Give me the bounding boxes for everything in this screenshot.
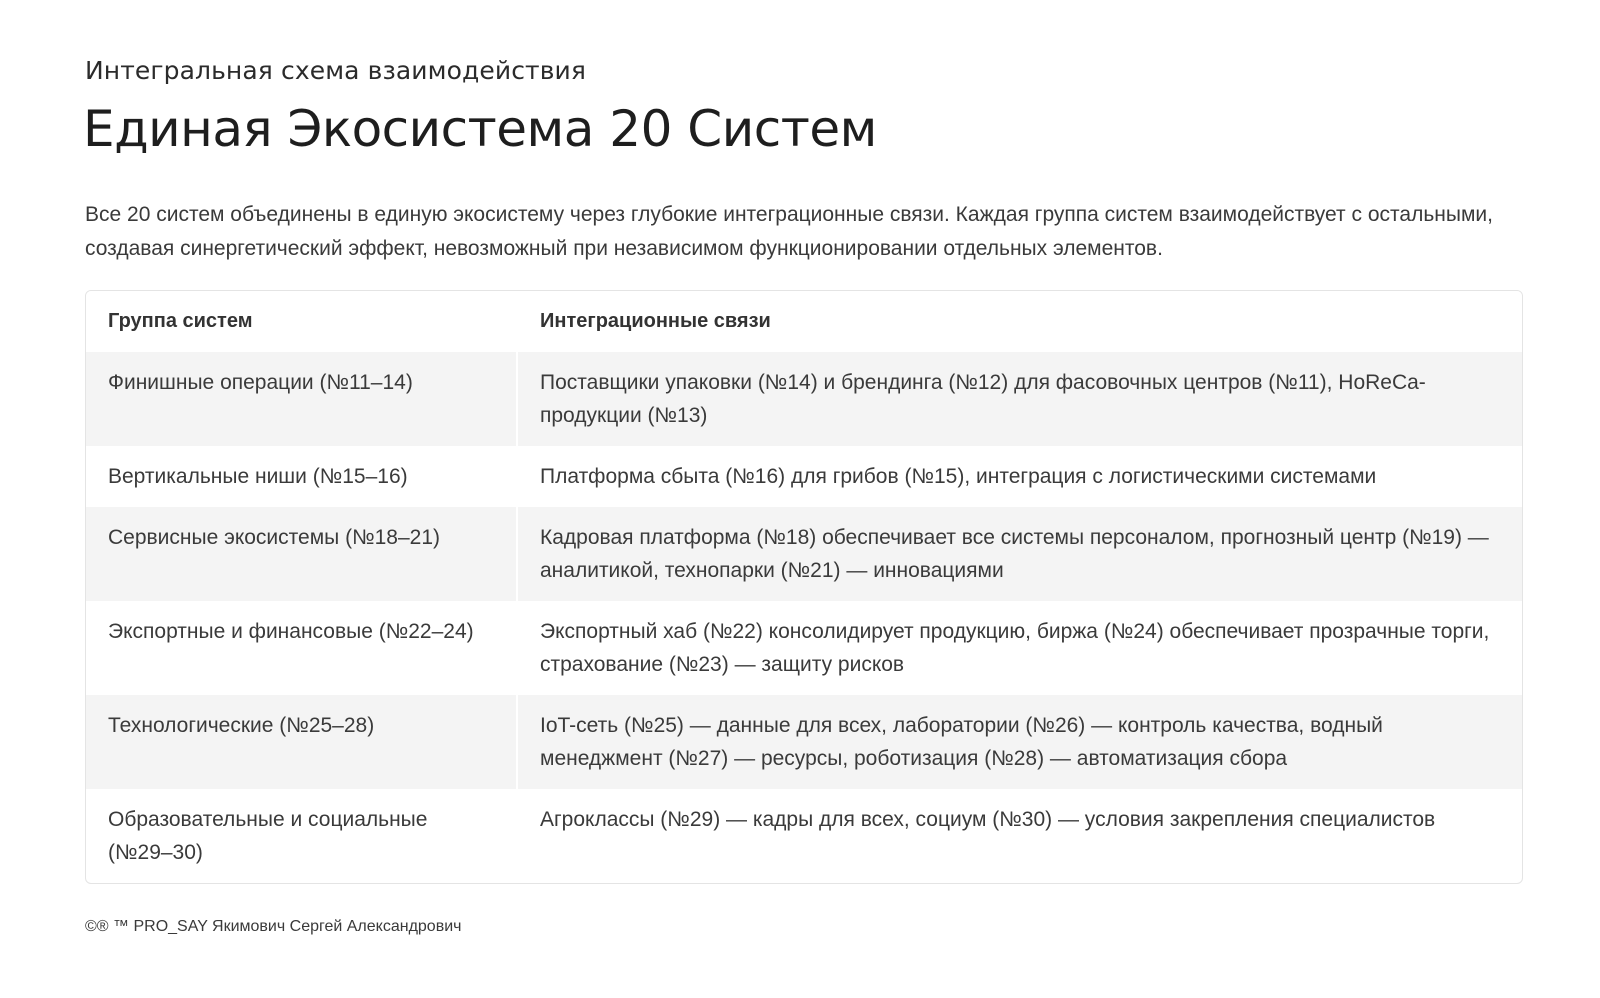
page-subtitle: Интегральная схема взаимодействия xyxy=(85,56,587,85)
copyright-footer: ©® ™ PRO_SAY Якимович Сергей Александрович xyxy=(85,918,462,935)
column-header-links: Интеграционные связи xyxy=(518,291,1522,352)
table-row xyxy=(86,601,1522,695)
group-cell: Сервисные экосистемы (№18–21) xyxy=(86,507,518,601)
table-row xyxy=(86,789,1522,883)
links-cell: IoT-сеть (№25) — данные для всех, лаборатории (№26) — контроль качества, водный менеджмент (№27) — ресурсы, роботизация (№28) — автоматизация сбора xyxy=(518,695,1522,789)
integration-table xyxy=(85,290,1523,884)
links-cell: Агроклассы (№29) — кадры для всех, социум (№30) — условия закрепления специалистов xyxy=(540,808,1436,831)
links-cell: Кадровая платформа (№18) обеспечивает все системы персоналом, прогнозный центр (№19) — аналитикой, технопарки (№21) — инновациями xyxy=(518,507,1522,601)
table-row xyxy=(86,352,1522,446)
group-cell: Вертикальные ниши (№15–16) xyxy=(108,465,408,488)
links-cell: Поставщики упаковки (№14) и брендинга (№12) для фасовочных центров (№11), HoReCa-продукции (№13) xyxy=(518,352,1522,446)
table-header-row xyxy=(86,291,1522,352)
links-cell: Платформа сбыта (№16) для грибов (№15), интеграция с логистическими системами xyxy=(540,465,1377,488)
group-cell: Экспортные и финансовые (№22–24) xyxy=(108,620,474,643)
links-cell: Экспортный хаб (№22) консолидирует продукцию, биржа (№24) обеспечивает прозрачные торги, страхование (№23) — защиту рисков xyxy=(540,620,1490,676)
group-cell: Технологические (№25–28) xyxy=(86,695,518,789)
group-cell: Образовательные и социальные (№29–30) xyxy=(108,808,428,864)
table-row xyxy=(86,507,1522,601)
table-row xyxy=(86,695,1522,789)
intro-paragraph: Все 20 систем объединены в единую экосистему через глубокие интеграционные связи. Каждая группа систем взаимодействует с остальными, создавая синергетический эффект, невозможный при независимом функционировании отдельных элементов. xyxy=(85,203,1493,260)
group-cell: Финишные операции (№11–14) xyxy=(86,352,518,446)
page-title: Единая Экосистема 20 Систем xyxy=(83,100,877,158)
table-row xyxy=(86,446,1522,507)
column-header-group: Группа систем xyxy=(86,291,518,352)
